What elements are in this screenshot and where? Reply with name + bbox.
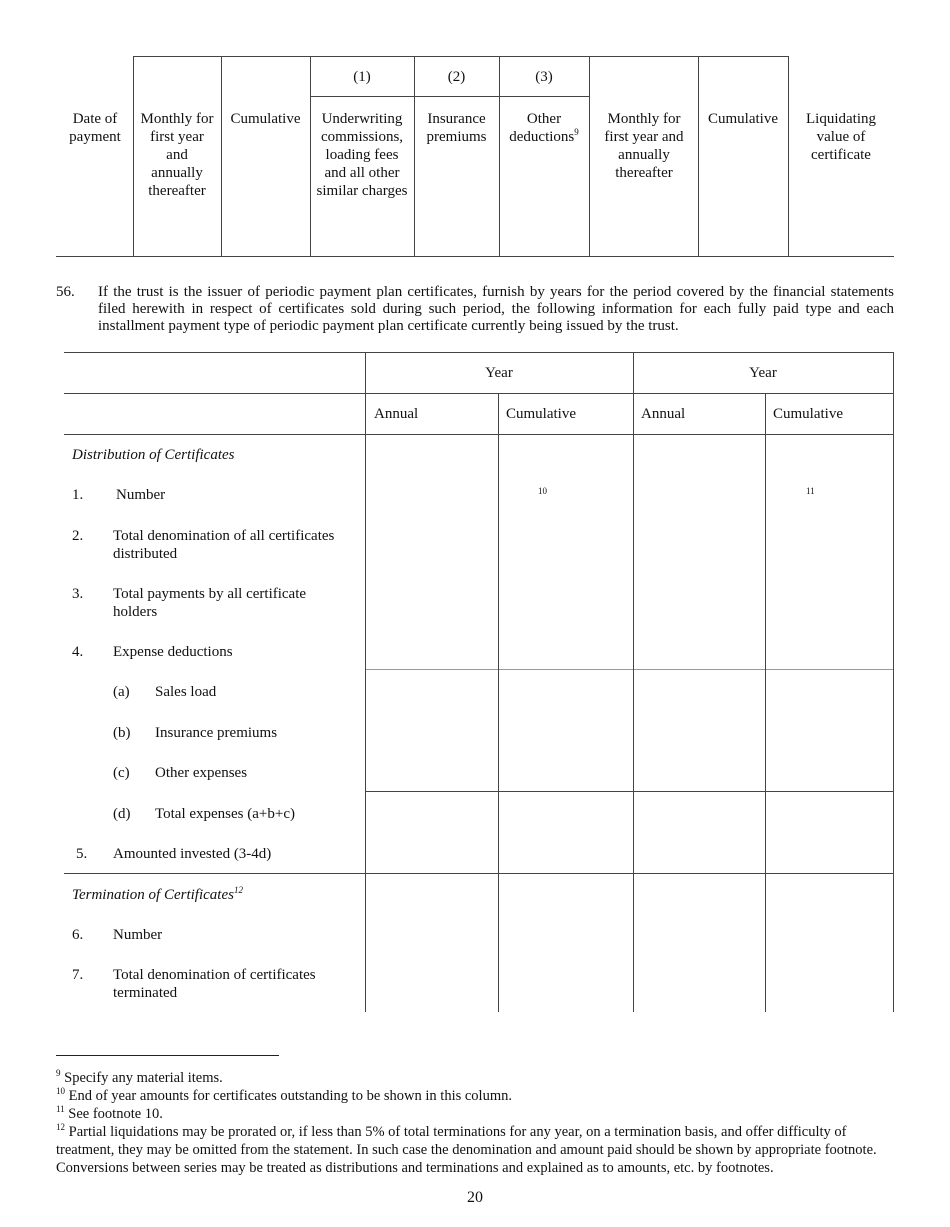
row-4c-num: (c)	[113, 765, 130, 781]
header-annual-1: Annual	[374, 406, 419, 422]
item-56-text: If the trust is the issuer of periodic payment plan certificates, furnish by years for the period covered by the financial statements filed herewith in respect of certificates sold during such period, the following information for each fully paid type and each installment payment type of periodic payment plan certificate currently being issued by the trust.	[98, 284, 894, 334]
header-underwriting: Underwriting commissions, loading fees and all other similar charges	[316, 111, 408, 199]
row-4-num: 4.	[72, 644, 84, 660]
col-num-2: (2)	[447, 69, 466, 85]
row-6-label: Number	[113, 927, 163, 943]
header-cumulative-2: Cumulative	[773, 406, 843, 422]
item-56-number: 56.	[56, 284, 75, 300]
footnote-ref-9: 9	[574, 127, 579, 137]
section-termination	[72, 886, 243, 904]
col-num-1: (1)	[353, 69, 371, 85]
row-4d-label: Total expenses (a+b+c)	[155, 806, 295, 822]
row-1-num: 1.	[72, 487, 84, 503]
header-insurance-premiums: Insurance premiums	[426, 111, 487, 145]
header-cumulative-1: Cumulative	[230, 111, 301, 127]
row-4d-num: (d)	[113, 806, 131, 822]
row-5-num: 5.	[76, 846, 88, 862]
row-3-label: Total payments by all certificate holders	[113, 586, 307, 620]
header-year-1: Year	[485, 365, 513, 381]
row-4b-num: (b)	[113, 725, 131, 741]
footnote-12	[56, 1118, 896, 1177]
header-annual-2: Annual	[641, 406, 686, 422]
footnote-12-text: Partial liquidations may be prorated or, if less than 5% of total terminations for any year, on a termination basis, and offer difficulty of treatment, they may be omitted from the statement. In such case the denomination and amount paid should be shown by appropriate footnote. Conversions between series may be treated as distributions and terminations and explained as to amounts, etc. by footnotes.	[56, 1123, 877, 1176]
header-date-of-payment: Date of payment	[69, 111, 121, 145]
row-3-num: 3.	[72, 586, 84, 602]
row-7-num: 7.	[72, 967, 84, 983]
row-7-label: Total denomination of certificates terminated	[113, 967, 316, 1001]
section-termination-text: Termination of Certificates	[72, 887, 234, 903]
row-5-label: Amounted invested (3-4d)	[113, 846, 272, 862]
footnote-9-text: Specify any material items.	[64, 1069, 223, 1086]
row-2-label: Total denomination of all certificates distributed	[113, 528, 335, 562]
footnote-10-text: End of year amounts for certificates outstanding to be shown in this column.	[68, 1087, 512, 1104]
header-other-deductions	[499, 110, 589, 146]
row-4c-label: Other expenses	[155, 765, 248, 781]
col-num-3: (3)	[535, 69, 553, 85]
header-monthly-2: Monthly for first year and annually thereafter	[604, 111, 684, 181]
footnote-ref-12: 12	[233, 885, 243, 895]
section-distribution: Distribution of Certificates	[72, 447, 235, 463]
footnote-11-mark: 11	[56, 1104, 65, 1114]
footnote-10-mark: 10	[56, 1086, 65, 1096]
row-1-label: Number	[116, 487, 166, 503]
footnote-9-mark: 9	[56, 1068, 61, 1078]
row-4-label: Expense deductions	[113, 644, 233, 660]
header-other-deductions-text: Other deductions	[509, 111, 575, 145]
header-cumulative-2: Cumulative	[708, 111, 778, 127]
row-4a-num: (a)	[113, 684, 130, 700]
row-2-num: 2.	[72, 528, 84, 544]
footnote-12-mark: 12	[56, 1122, 65, 1132]
row-4b-label: Insurance premiums	[155, 725, 278, 741]
footnote-11-text: See footnote 10.	[68, 1105, 163, 1122]
header-year-2: Year	[749, 365, 777, 381]
row-6-num: 6.	[72, 927, 84, 943]
header-liquidating-value: Liquidating value of certificate	[806, 111, 876, 163]
footnote-ref-10: 10	[538, 486, 547, 496]
header-monthly-1: Monthly for first year and annually thereafter	[140, 111, 214, 199]
footnote-divider	[56, 1055, 279, 1056]
header-cumulative-1: Cumulative	[506, 406, 576, 422]
row-4a-label: Sales load	[155, 684, 217, 700]
page-number: 20	[467, 1189, 483, 1206]
footnote-ref-11: 11	[806, 486, 815, 496]
